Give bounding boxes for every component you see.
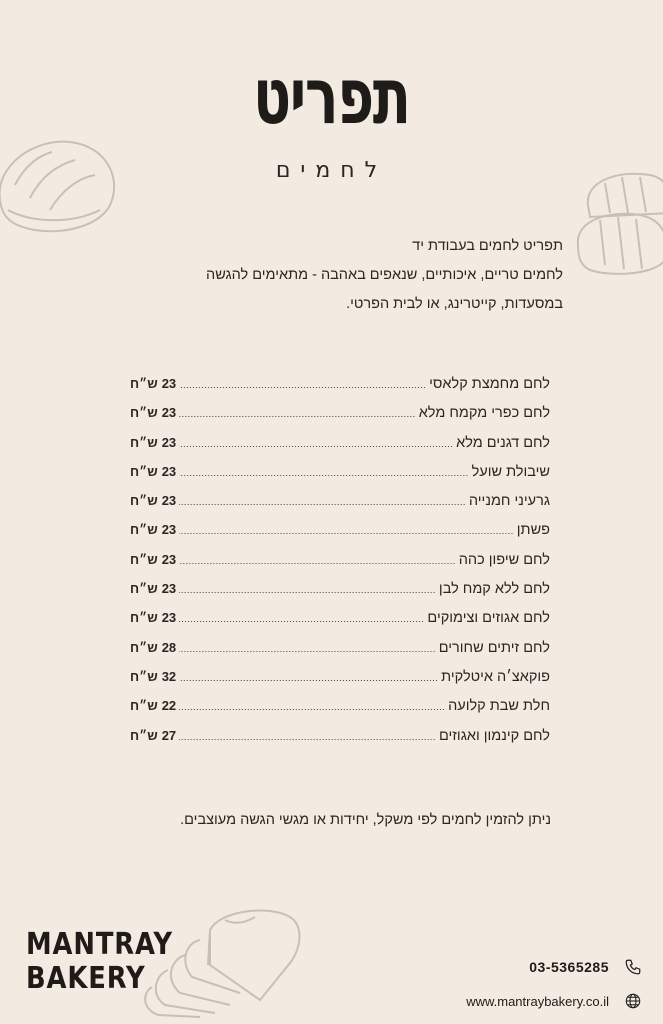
currency-label: ש״ח <box>130 698 158 714</box>
currency-label: ש״ח <box>130 376 158 391</box>
menu-item-name: לחם כפרי מקמח מלא <box>418 405 550 422</box>
currency-label: ש״ח <box>130 405 158 421</box>
menu-item-name: לחם שיפון כהה <box>458 551 550 568</box>
menu-item-name: לחם דגנים מלא <box>456 434 550 451</box>
currency-label: ש״ח <box>130 434 158 450</box>
menu-item <box>130 493 550 522</box>
currency-label: ש״ח <box>130 522 158 538</box>
menu-item-name: פוקאצ׳ה איטלקית <box>441 668 550 685</box>
contact-info <box>403 950 643 1018</box>
menu-item <box>130 640 550 669</box>
leader-dots <box>179 585 436 595</box>
menu-item-name: גרעיני חמנייה <box>468 493 550 510</box>
ordering-note: ניתן להזמין לחמים לפי משקל, יחידות או מגשי הגשה מעוצבים. <box>180 812 551 828</box>
menu-item-price: 22 <box>161 698 177 714</box>
menu-item <box>130 464 550 493</box>
page-title: תפריט <box>253 52 410 142</box>
menu-item <box>130 522 550 551</box>
menu-item-price: 23 <box>161 551 177 567</box>
leader-dots <box>179 614 424 624</box>
leader-dots <box>179 702 445 712</box>
menu-item-price: 23 <box>161 376 177 391</box>
menu-item <box>130 376 550 405</box>
brand-line: MANTRAY <box>26 927 173 962</box>
menu-item <box>130 435 550 464</box>
currency-label: ש״ח <box>130 463 158 479</box>
website-link[interactable]: www.mantraybakery.co.il <box>466 993 609 1009</box>
leader-dots <box>179 409 416 419</box>
menu-item-price: 23 <box>161 610 177 626</box>
intro-line: במסעדות, קייטרינג, או לבית הפרטי. <box>346 296 563 312</box>
leader-dots <box>179 439 453 449</box>
menu-item-price: 23 <box>161 581 177 597</box>
menu-item-price: 32 <box>161 668 177 684</box>
currency-label: ש״ח <box>130 493 158 509</box>
intro-text <box>103 232 563 319</box>
page-subtitle: לחמים <box>275 158 388 183</box>
intro-line: תפריט לחמים בעבודת יד <box>412 238 563 254</box>
menu-item-name: לחם אגוזים וצימוקים <box>427 610 550 627</box>
bread-menu-list <box>130 376 550 757</box>
menu-item <box>130 728 550 757</box>
menu-item <box>130 405 550 434</box>
menu-item-price: 27 <box>161 727 177 743</box>
menu-item-name: לחם קינמון ואגוזים <box>438 727 550 744</box>
menu-item <box>130 581 550 610</box>
menu-item <box>130 669 550 698</box>
menu-item-name: לחם זיתים שחורים <box>438 639 550 656</box>
menu-item-price: 23 <box>161 463 177 479</box>
globe-icon <box>623 991 643 1011</box>
intro-line: לחמים טריים, איכותיים, שנאפים באהבה - מתאימים להגשה <box>206 267 563 283</box>
round-loaf-sketch-icon <box>0 130 120 240</box>
phone-icon <box>623 957 643 977</box>
menu-item-price: 28 <box>161 639 177 655</box>
menu-item <box>130 552 550 581</box>
phone-number[interactable]: 03-5365285 <box>529 959 609 975</box>
currency-label: ש״ח <box>130 727 158 743</box>
menu-item <box>130 610 550 639</box>
menu-item-name: שיבולת שועל <box>471 463 550 480</box>
menu-item-name: חלת שבת קלועה <box>448 698 550 715</box>
phone-row[interactable] <box>403 950 643 984</box>
menu-item-price: 23 <box>161 522 177 538</box>
currency-label: ש״ח <box>130 668 158 684</box>
leader-dots <box>179 497 466 507</box>
currency-label: ש״ח <box>130 610 158 626</box>
currency-label: ש״ח <box>130 581 158 597</box>
menu-item <box>130 698 550 727</box>
leader-dots <box>179 526 514 536</box>
menu-item-price: 23 <box>161 493 177 509</box>
brand-logo <box>26 928 173 996</box>
website-row[interactable] <box>403 984 643 1018</box>
menu-item-name: פשתן <box>516 522 550 539</box>
menu-item-name: לחם ללא קמח לבן <box>438 581 550 598</box>
currency-label: ש״ח <box>130 551 158 567</box>
leader-dots <box>179 673 438 683</box>
menu-item-price: 23 <box>161 434 177 450</box>
leader-dots <box>179 556 456 566</box>
leader-dots <box>179 380 426 390</box>
menu-item-name: לחם מחמצת קלאסי <box>429 376 550 392</box>
loaves-sketch-icon <box>570 165 663 285</box>
brand-line: BAKERY <box>26 961 146 996</box>
currency-label: ש״ח <box>130 639 158 655</box>
leader-dots <box>179 644 436 654</box>
menu-item-price: 23 <box>161 405 177 421</box>
leader-dots <box>179 468 468 478</box>
leader-dots <box>179 732 436 742</box>
